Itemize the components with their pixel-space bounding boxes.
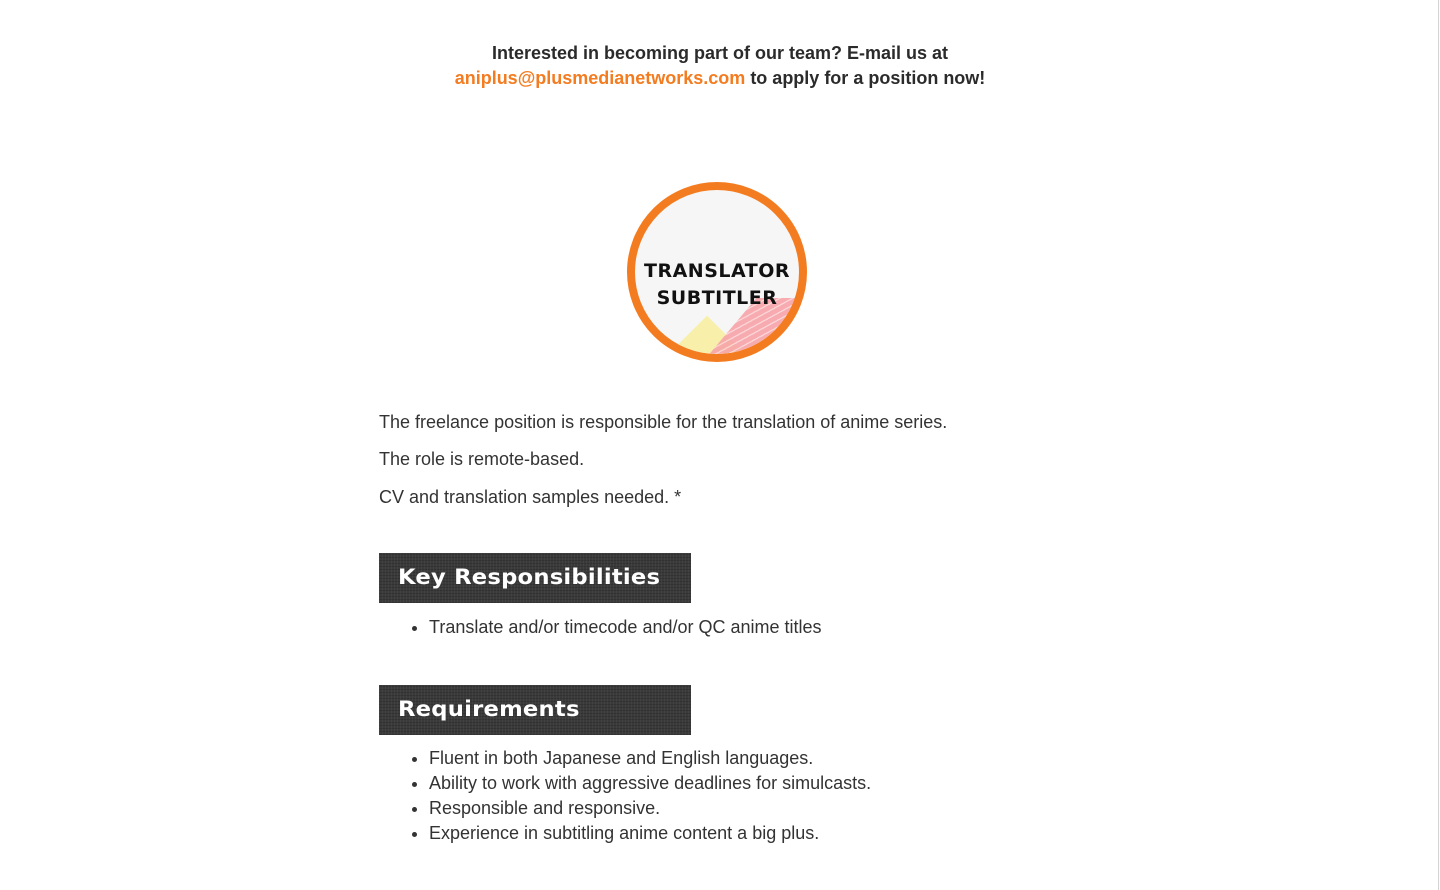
intro-suffix: to apply for a position now! [745, 68, 986, 88]
description-paragraph: CV and translation samples needed. * [379, 487, 682, 507]
badge-line-2: SUBTITLER [656, 287, 778, 309]
list-item: • Fluent in both Japanese and English languages. [429, 746, 871, 771]
section-header-responsibilities [379, 553, 691, 603]
badge-text [635, 258, 799, 312]
email-link[interactable]: aniplus@plusmedianetworks.com [454, 68, 746, 88]
description-paragraph: The role is remote-based. [379, 449, 585, 469]
intro-line-2 [0, 66, 1440, 91]
list-item: • Translate and/or timecode and/or QC anime titles [429, 615, 822, 640]
list-item: • Ability to work with aggressive deadlines for simulcasts. [429, 771, 871, 796]
scrollbar-edge [1438, 0, 1439, 890]
intro-line-1: Interested in becoming part of our team? E-mail us at [491, 43, 949, 63]
translator-subtitler-badge [627, 182, 807, 362]
section-title: Key Responsibilities [398, 565, 661, 589]
list-item: • Responsible and responsive. [429, 796, 871, 821]
description-paragraph: The freelance position is responsible for the translation of anime series. [379, 412, 948, 432]
badge-line-1: TRANSLATOR [644, 260, 790, 282]
responsibilities-list [379, 615, 822, 640]
section-header-requirements [379, 685, 691, 735]
apply-intro [0, 41, 1440, 91]
section-title: Requirements [398, 697, 580, 721]
list-item: • Experience in subtitling anime content a big plus. [429, 821, 871, 846]
requirements-list [379, 746, 871, 846]
